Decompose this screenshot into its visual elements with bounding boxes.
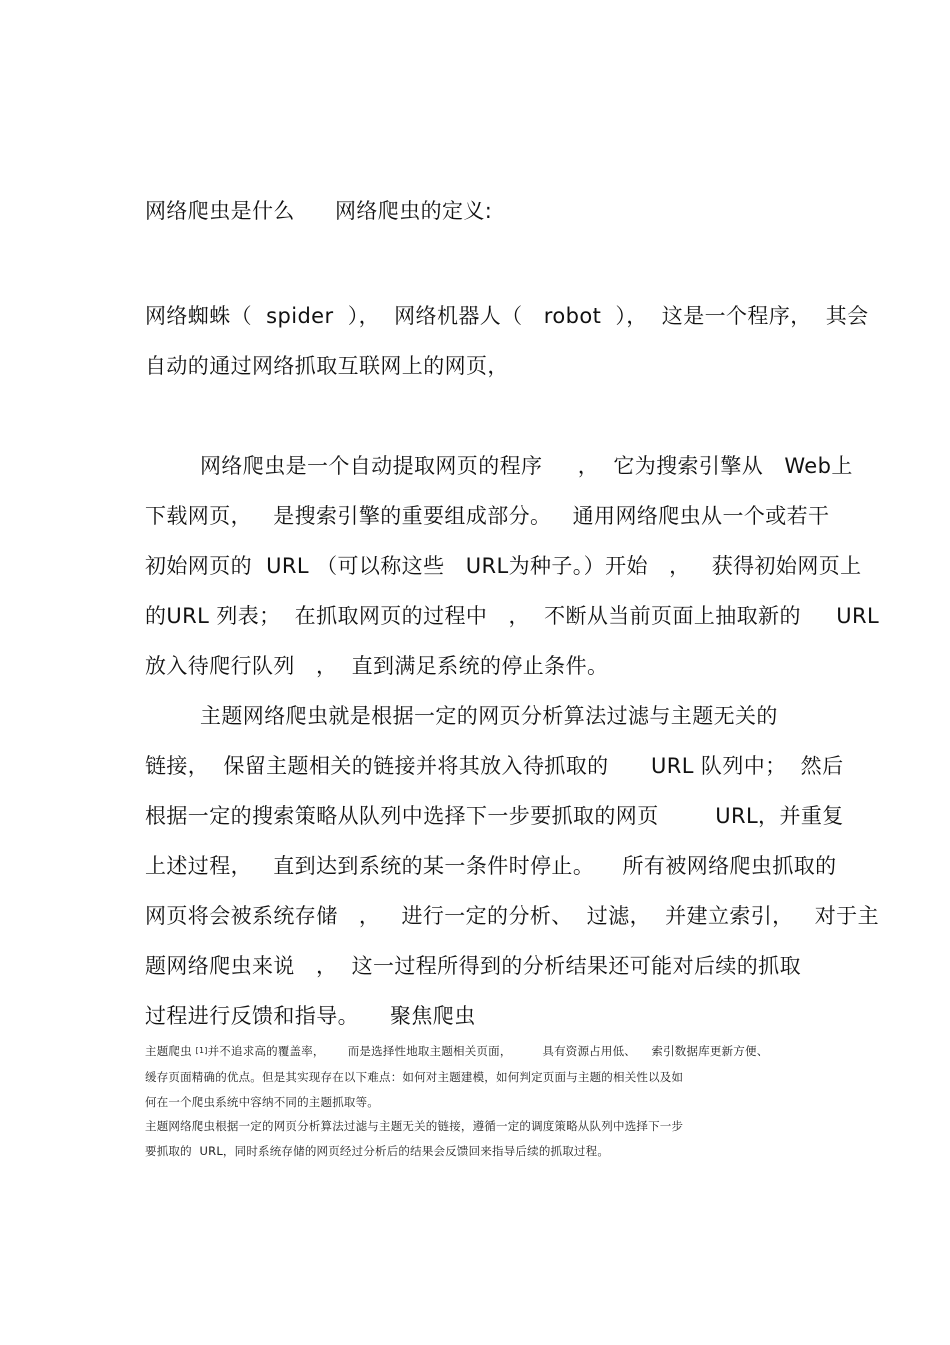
paragraph2-line-5: 网页将会被系统存储 ， 进行一定的分析、 过滤， 并建立索引， 对于主 <box>145 904 879 928</box>
paragraph2-line-6: 题网络爬虫来说 ， 这一过程所得到的分析结果还可能对后续的抓取 <box>145 954 801 978</box>
note-line-1 <box>145 1043 768 1059</box>
definition-line-2: 自动的通过网络抓取互联网上的网页， <box>145 354 509 378</box>
paragraph2-line-1: 主题网络爬虫就是根据一定的网页分析算法过滤与主题无关的 <box>200 704 778 728</box>
note-line-5: 要抓取的 URL，同时系统存储的网页经过分析后的结果会反馈回来指导后续的抓取过程。 <box>145 1144 610 1158</box>
paragraph1-line-2: 下载网页， 是搜索引擎的重要组成部分。 通用网络爬虫从一个或若干 <box>145 504 830 528</box>
focused-crawler-heading: 聚焦爬虫 <box>390 1004 476 1028</box>
paragraph1-line-5: 放入待爬行队列 ， 直到满足系统的停止条件。 <box>145 654 609 678</box>
paragraph2-line-2: 链接， 保留主题相关的链接并将其放入待抓取的 URL 队列中； 然后 <box>145 754 844 778</box>
note-line-3: 何在一个爬虫系统中容纳不同的主题抓取等。 <box>145 1095 379 1109</box>
heading-left: 网络爬虫是什么 <box>145 199 295 223</box>
citation-ref: [1] <box>195 1046 208 1055</box>
heading-right: 网络爬虫的定义: <box>335 199 493 223</box>
definition-line-1: 网络蜘蛛（ spider ）， 网络机器人（ robot ）， 这是一个程序， 其会 <box>145 304 869 328</box>
paragraph2-line-3: 根据一定的搜索策略从队列中选择下一步要抓取的网页 URL，并重复 <box>145 804 844 828</box>
note-line-4: 主题网络爬虫根据一定的网页分析算法过滤与主题无关的链接，遵循一定的调度策略从队列中选择下一步 <box>145 1119 684 1133</box>
note-line-1-start: 主题爬虫 <box>145 1044 196 1058</box>
paragraph1-line-4: 的URL 列表； 在抓取网页的过程中 ， 不断从当前页面上抽取新的 URL <box>145 604 880 628</box>
note-line-2: 缓存页面精确的优点。但是其实现存在以下难点：如何对主题建模，如何判定页面与主题的相关性以及如 <box>145 1070 684 1084</box>
note-line-1-rest: 并不追求高的覆盖率， 而是选择性地取主题相关页面， 具有资源占用低、 索引数据库更新方便、 <box>207 1044 769 1058</box>
paragraph2-line-7: 过程进行反馈和指导。 <box>145 1004 359 1028</box>
paragraph2-line-4: 上述过程， 直到达到系统的某一条件时停止。 所有被网络爬虫抓取的 <box>145 854 837 878</box>
paragraph1-line-1: 网络爬虫是一个自动提取网页的程序 ， 它为搜索引擎从 Web上 <box>200 454 853 478</box>
paragraph1-line-3: 初始网页的 URL （可以称这些 URL为种子。）开始 ， 获得初始网页上 <box>145 554 862 578</box>
